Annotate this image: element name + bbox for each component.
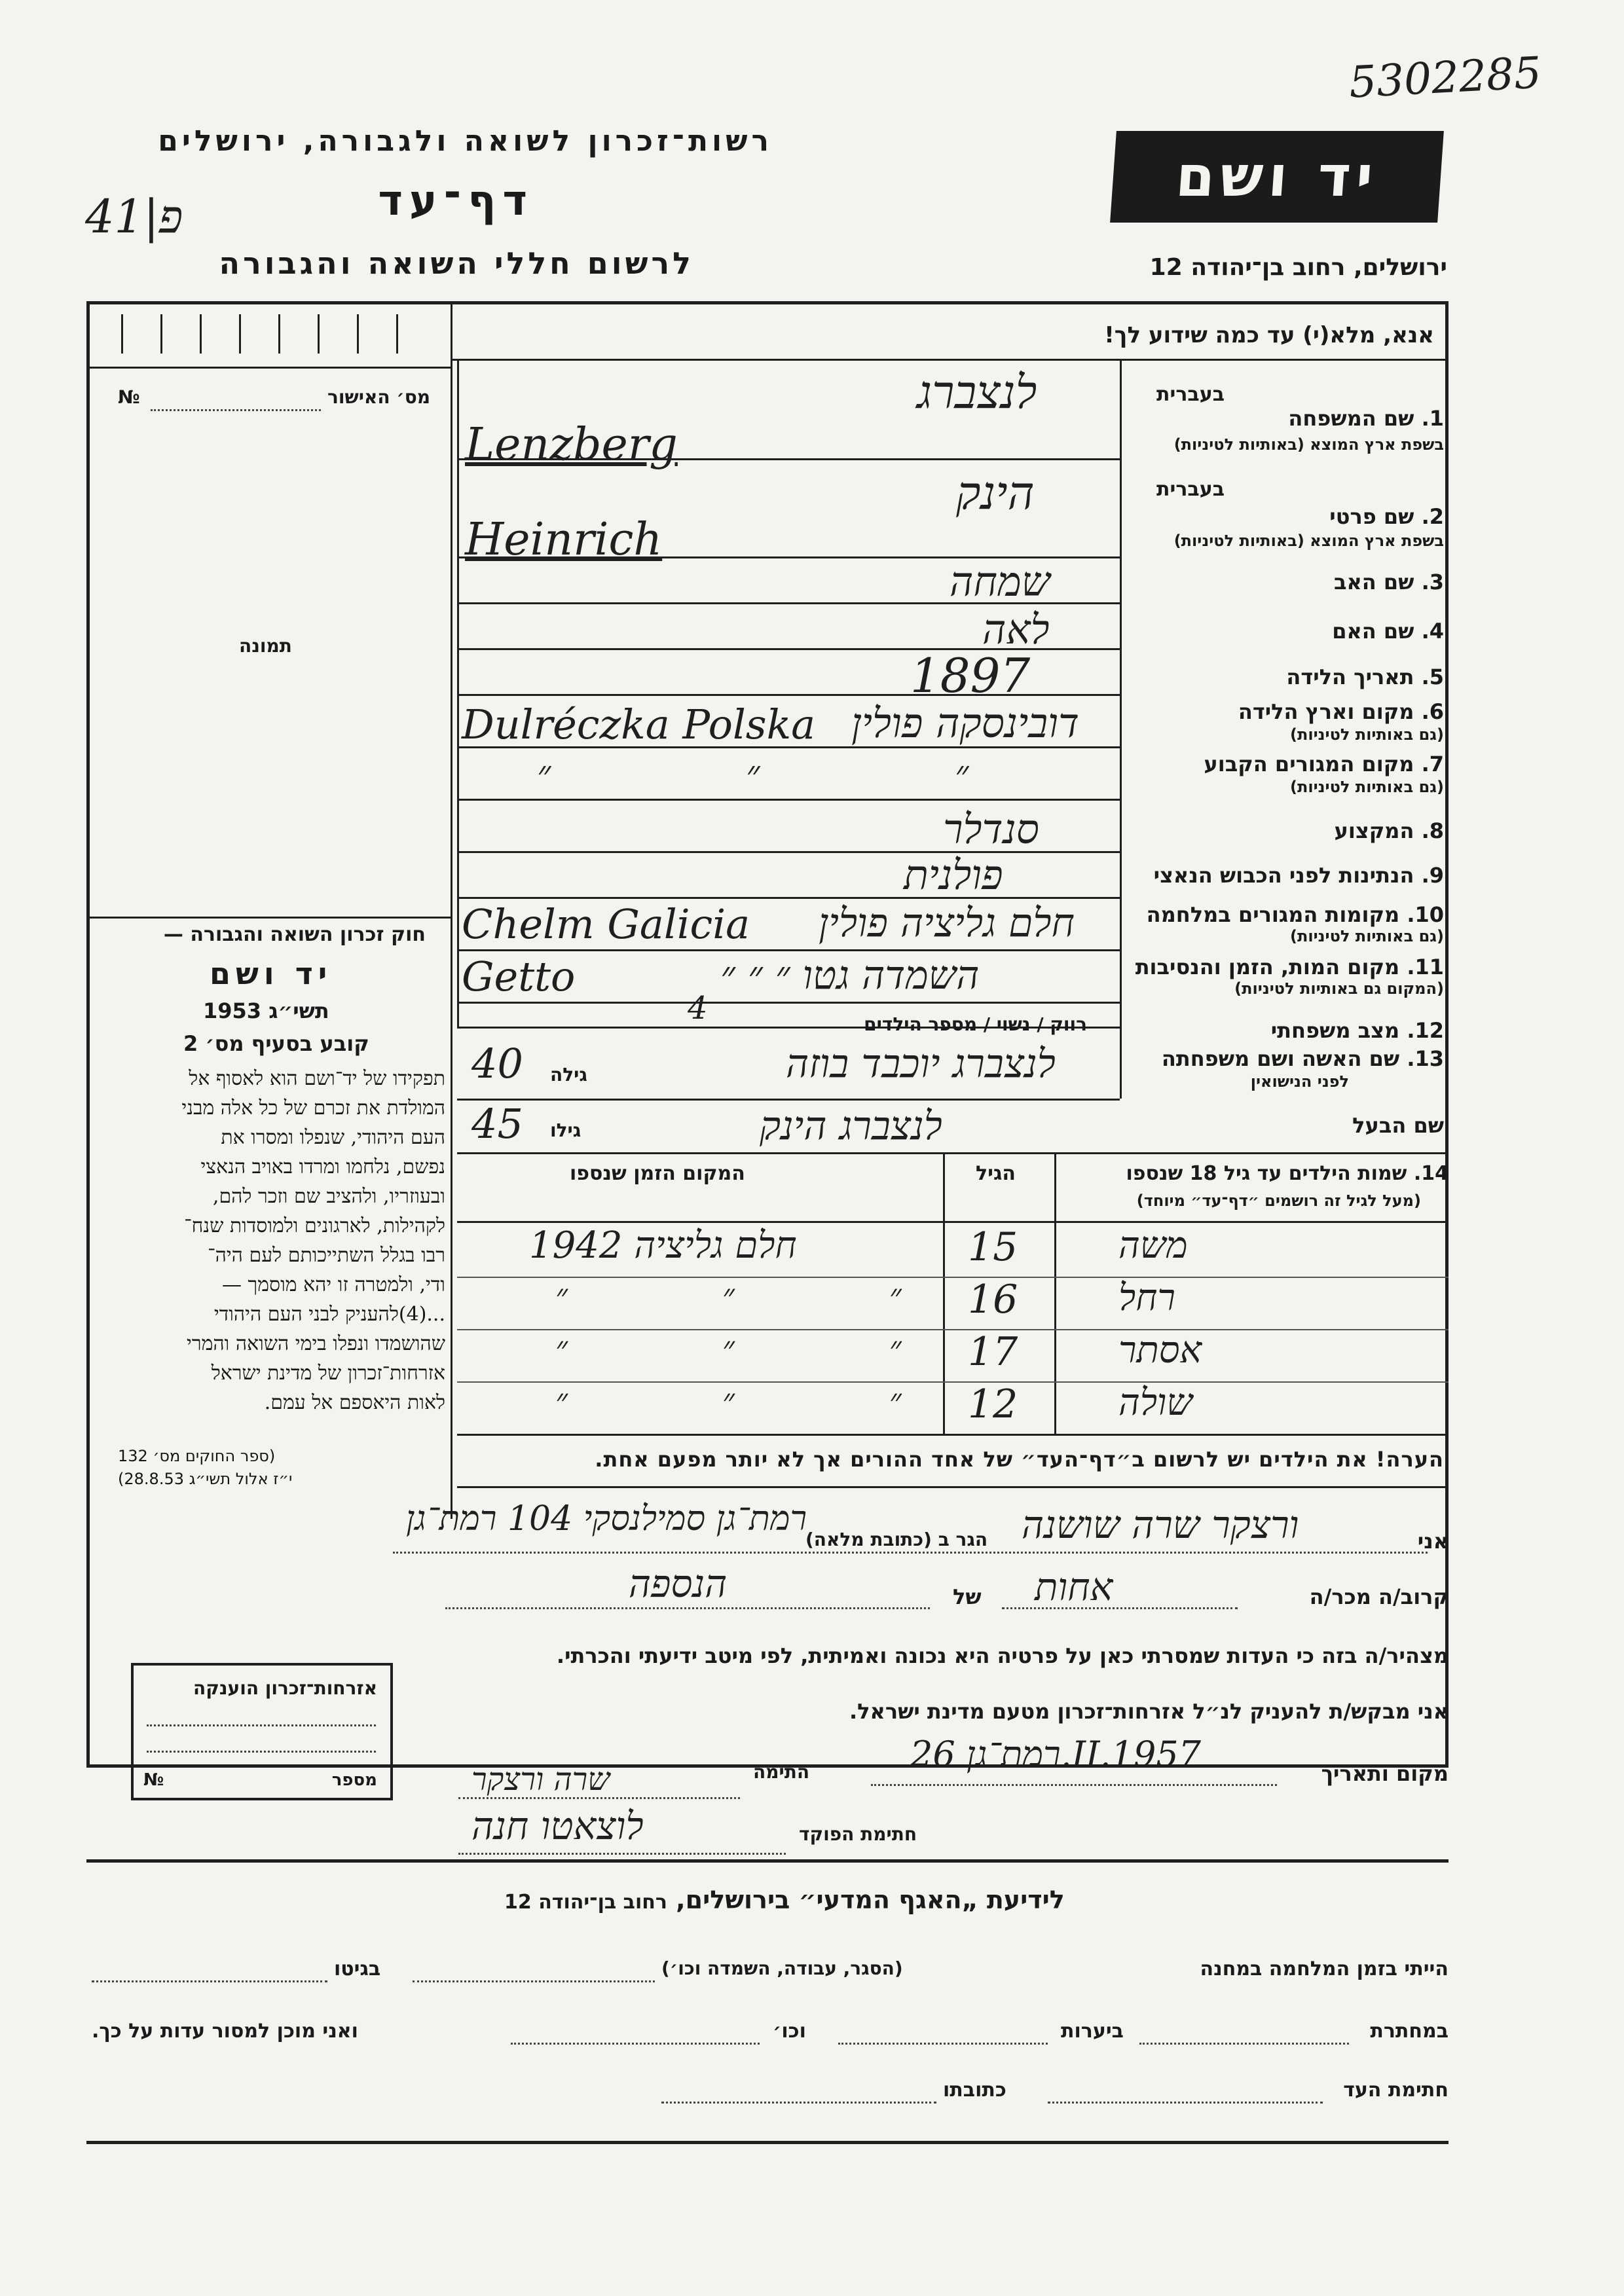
law-line: המולדת את זכרם של כל אלה מבני [181,1097,445,1120]
child-age: 12 [968,1381,1018,1427]
field-12-num: 12. [1407,1018,1444,1043]
bottom-title [504,1886,1065,1914]
declarant-address: רמת־גן סמילנסקי 104 רמת־גן [406,1499,807,1539]
child-age: 15 [968,1224,1018,1270]
relation-value: אחות [1035,1565,1113,1609]
bottom-line3-b: כתובתו [943,2079,1006,2102]
law-name: יד ושם [210,956,333,991]
field-13-age: 40 [471,1040,523,1087]
law-line: תפקידו של יד־ושם הוא לאסוף אל [189,1067,445,1090]
citizenship-number: מספר [331,1770,377,1790]
children-header-place: המקום הזמן שנספו [570,1162,745,1185]
law-line: העם היהודי, שנפלו ומסרו את [221,1126,445,1149]
cert-label: מס׳ האישור [327,386,431,408]
field-10-label [1147,902,1444,927]
field-7-label [1204,752,1444,776]
field-4-name: שם האם [1332,619,1414,644]
law-line: רבו בגלל השתייכותם לעם היה־ [208,1244,445,1267]
row-line-10 [457,949,1120,951]
law-title: חוק זכרון השואה והגבורה — [163,923,426,946]
field-7-sub: (גם באותיות לטיניות) [1290,778,1444,796]
cert-dotted [151,409,321,411]
place-date-value: רמת־גן 26.II.1957 [910,1734,1202,1775]
bottom-line1-prefix: הייתי בזמן המלחמה במחנה [1200,1958,1449,1980]
citizenship-box [131,1663,393,1800]
field-13-name: שם האשה ושם משפחתה [1161,1046,1400,1071]
citizenship-no: № [143,1770,164,1790]
child-row [457,1381,1449,1434]
field-1-sub-latin: בשפת ארץ המוצא (באותיות לטיניות) [1173,435,1444,454]
field-3-value: שמחה [950,558,1050,606]
law-clause: קובע בסעיף מס׳ 2 [183,1031,369,1056]
field-11-value-latin: Getto [462,953,576,1000]
field-10-name: מקומות המגורים במלחמה [1146,902,1400,927]
field-6-name: מקום וארץ הלידה [1238,699,1414,724]
child-age: 16 [968,1277,1018,1322]
field-6-sub: (גם באותיות לטיניות) [1290,725,1444,744]
children-bottom-line [457,1434,1449,1436]
field-4-label [1332,619,1444,644]
cert-top-line [86,367,451,369]
field-1-sub-hebrew: בעברית [1156,383,1225,406]
field-8-num: 8. [1421,818,1444,843]
field-5-name: תאריך הלידה [1286,665,1414,689]
field-10-value-he: חלם גליציה פולין [819,900,1075,946]
cert-no: № [118,386,140,408]
field-6-label [1238,699,1444,724]
declarant-signature: שרה ורצקר [471,1761,610,1798]
children-rows [457,1224,1449,1434]
declarant-line [393,1552,1428,1554]
field-10-sub: (גם באותיות לטיניות) [1290,927,1444,945]
bottom-line2-d: ואני מוכן למסור עדות על כך. [92,2020,358,2043]
field-8-value: סנדלר [943,805,1039,853]
field-7-name: מקום המגורים הקבוע [1204,752,1414,776]
field-3-num: 3. [1421,570,1444,594]
form-title: דף־עד [378,177,534,225]
field-2-value-he: הינק [956,466,1035,520]
child-place: ״ ״ ״ [555,1381,974,1419]
children-header-line [457,1221,1449,1223]
field-1-label [1288,406,1444,431]
field-7-value: ״ ״ ״ [537,753,1061,795]
bottom-title-address: רחוב בן־יהודה 12 [504,1891,667,1914]
declarant-name: ורצקר שרה שושנה [1022,1503,1299,1547]
field-2-sub-latin: בשפת ארץ המוצא (באותיות לטיניות) [1173,532,1444,550]
photo-bottom-line [86,917,451,919]
children-header-names [1126,1162,1449,1185]
field-6-value-latin: Dulréczka Polska [462,701,816,748]
field-1-num: 1. [1421,406,1444,431]
child-row [457,1277,1449,1330]
field-5-value: 1897 [910,648,1031,703]
field-12-options: רווק / נשוי / מספר הילדים [864,1013,1087,1035]
bottom-line2-c: וכו׳ [773,2020,806,2043]
law-line: ובעוזריו, ולהציב שם וזכר להם, [212,1185,445,1208]
left-panel-divider [451,301,452,1519]
relation-label: קרוב/ה מכר/ה [1309,1584,1449,1609]
children-note: הערה! את הילדים יש לרשום ב״דף־העד״ של אחד ההורים אך לא יותר מפעם אחת. [595,1447,1444,1472]
row-line-13 [457,1099,1120,1101]
child-age: 17 [968,1329,1018,1375]
labels-divider [1120,359,1122,1099]
field-13-num: 13. [1407,1046,1444,1071]
law-line: אזרחות־זכרון של מדינת ישראל [211,1362,445,1385]
field-9-label [1154,863,1444,888]
field-2-value-latin: Heinrich [465,514,663,566]
bottom-title-text: לידיעת „האגף המדעי״ בירושלים, [676,1886,1065,1914]
note-line [457,1486,1449,1488]
cert-ticks [108,314,435,354]
row-line-7 [457,799,1120,801]
law-line: לקהילות, לארגונים ולמוסדות שנח־ [184,1214,445,1237]
field-10-num: 10. [1407,902,1444,927]
field-13-age-label: גילה [550,1064,587,1085]
law-text [92,1064,445,1417]
husband-label: שם הבעל [1352,1113,1444,1138]
field-1-value-he: לנצברג [917,365,1037,419]
declarant-ani: אני [1417,1529,1449,1554]
field-8-name: המקצוע [1334,818,1414,843]
field-6-value-he: דובינסקה פולין [851,699,1080,747]
form-subtitle: לרשום חללי השואה והגבורה [219,246,694,281]
field-11-num: 11. [1407,955,1444,979]
field-11-sub: (המקום גם באותיות לטיניות) [1234,979,1444,998]
field-8-label [1335,818,1444,843]
field-1-name: שם המשפחה [1288,406,1414,431]
bottom-line1-suffix: בגיטו [334,1958,381,1980]
bottom-line3-a: חתימת העד [1343,2079,1449,2102]
field-11-value-he: השמדה גטו ״ ״ ״ [720,953,980,998]
instructions: אנא, מלא(י) עד כמה שידוע לך! [1104,322,1434,348]
of-label: של [953,1584,982,1609]
bottom-line1-mid: (הסגר, עבודה, השמדה וכו׳) [661,1958,903,1979]
field-3-name: שם האב [1333,570,1414,594]
husband-age: 45 [471,1100,523,1148]
field-9-value: פולנית [904,851,1003,899]
field-3-label [1334,570,1444,594]
field-5-label [1286,665,1444,689]
husband-age-label: גילו [550,1120,581,1141]
field-4-num: 4. [1421,619,1444,644]
field-7-num: 7. [1421,752,1444,776]
row-line-9 [457,897,1120,899]
children-num: 14. [1413,1162,1449,1185]
law-line: ודי, ולמטרה זו יהא מוסמך — [221,1273,445,1296]
field-12-name: מצב משפחתי [1270,1018,1400,1043]
field-2-label [1329,504,1444,529]
field-11-label [1135,955,1444,979]
law-line: ...(4)להעניק לבני העם היהודי [213,1303,445,1326]
field-9-name: הנתינות לפני הכבוש הנאצי [1153,863,1414,888]
law-ref-1: (ספר החוקים מס׳ 132 [118,1447,276,1465]
law-line: נפשם, נלחמו ומרדו באויב הנאצי [200,1156,445,1178]
child-name: אסתר [1118,1329,1202,1372]
field-12-value: 4 [688,990,708,1027]
request-text: אני מבקש/ת להעניק לנ״ל אזרחות־זכרון מטעם מדינת ישראל. [849,1699,1449,1724]
child-row [457,1329,1449,1383]
child-name: רחל [1118,1277,1175,1319]
org-line: רשות־זכרון לשואה ולגבורה, ירושלים [158,124,773,158]
field-10-value-latin: Chelm Galicia [462,900,750,948]
instructions-underline [452,359,1449,361]
law-line: לאות היאספם אל עמם. [264,1391,445,1414]
law-ref-2: י״ז אלול תשי״ג 28.8.53) [118,1470,293,1488]
field-2-name: שם פרטי [1329,504,1414,529]
field-6-num: 6. [1421,699,1444,724]
field-13-value: לנצברג יוכבד בוזה [786,1041,1056,1087]
place-date-label: מקום ותאריך [1321,1761,1449,1786]
law-year: תשי״ג 1953 [203,998,329,1023]
form-address: ירושלים, רחוב בן־יהודה 12 [1149,254,1447,281]
child-name: משה [1118,1224,1188,1267]
row-line-11 [457,1002,1120,1004]
child-place: חלם גליציה 1942 [529,1224,797,1267]
field-13-sub: לפני הנישואין [1250,1072,1349,1091]
field-11-name: מקום המות, הזמן והנסיבות [1135,955,1400,979]
bottom-frame-line [86,2141,1449,2144]
field-2-num: 2. [1421,504,1444,529]
declaration-text: מצהיר/ה בזה כי העדות שמסרתי כאן על פרטיה היא נכונה ואמיתית, לפי מיטב ידיעתי והכרתי. [556,1643,1449,1668]
signature-label: התימה [753,1761,810,1783]
row-line-14 [457,1152,1449,1154]
children-title: שמות הילדים עד גיל 18 שנספו [1126,1162,1407,1185]
child-place: ״ ״ ״ [555,1329,974,1367]
declarant-resides: הגר ב (כתובת מלאה) [805,1529,988,1550]
archive-number: 5302285 [1348,47,1543,108]
logo-text: יד ושם [1173,144,1380,210]
clerk-label: חתימת הפוקד [799,1823,917,1845]
field-12-label [1271,1018,1444,1043]
field-5-num: 5. [1421,665,1444,689]
child-place: ״ ״ ״ [555,1277,974,1315]
law-line: שהושמדו ונפלו בימי השואה והמרי [186,1332,445,1355]
clerk-signature: לוצאטו חנה [471,1804,644,1848]
husband-value: לנצברג הינק [760,1103,942,1149]
field-2-sub-hebrew: בעברית [1156,478,1225,501]
bottom-line2-b: ביערות [1061,2020,1124,2043]
children-header-age: הגיל [976,1162,1016,1185]
field-4-value: לאה [982,606,1050,653]
citizenship-title: אזרחות־זכרון הוענקה [193,1677,377,1699]
photo-label: תמונה [239,635,292,657]
children-header-sub: (מעל לגיל זה רושמים ״דף־עד״ מיוחד) [1136,1192,1421,1210]
field-9-num: 9. [1421,863,1444,888]
of-value: הנספה [629,1561,728,1606]
field-13-label [1162,1046,1444,1071]
corner-note: 41|פ [85,190,183,244]
field-1-value-latin: Lenzberg [465,419,678,471]
yad-vashem-logo [1110,131,1444,223]
bottom-line2-a: במחתרת [1370,2020,1449,2043]
bottom-separator [86,1859,1449,1863]
child-row [457,1224,1449,1278]
child-name: שולה [1118,1381,1192,1424]
